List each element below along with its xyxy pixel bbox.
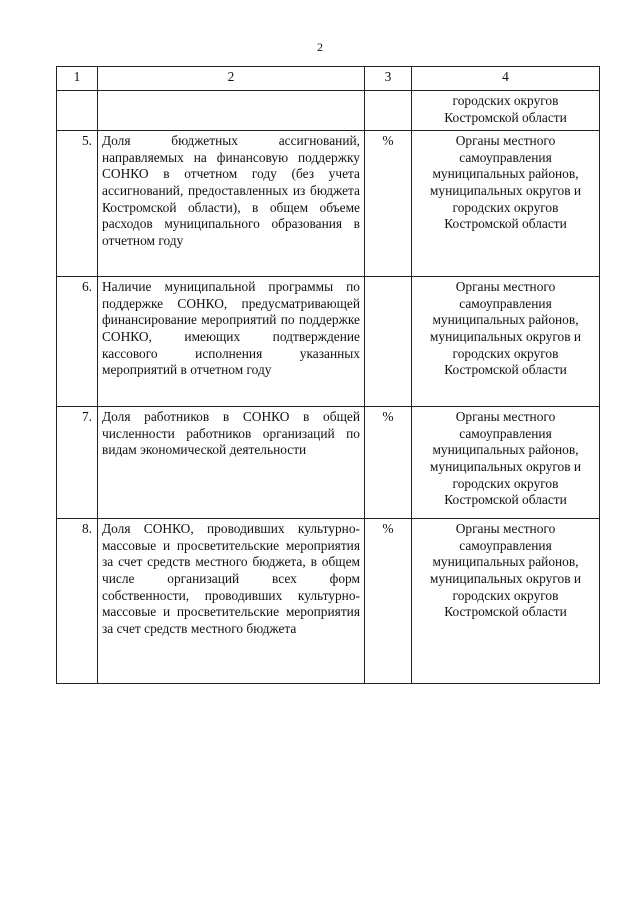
row-organ: Органы местного самоуправления муниципальных районов, муниципальных округов и городских округов Костромской области — [412, 519, 600, 684]
header-col-3: 3 — [365, 67, 412, 91]
row-description: Доля бюджетных ассигнований, направляемых на финансовую поддержку СОНКО в отчетном году (без учета ассигнований, предоставленных из бюджета Костромской области), в общем объеме расходов муниципального образования в отчетном году — [98, 131, 365, 277]
row-organ: Органы местного самоуправления муниципальных районов, муниципальных округов и городских округов Костромской области — [412, 407, 600, 519]
table-header-row — [57, 67, 600, 91]
row-description: Наличие муниципальной программы по поддержке СОНКО, предусматривающей финансирование мероприятий по поддержке СОНКО, имеющих подтверждение кассового исполнения указанных мероприятий в отчетном году — [98, 277, 365, 407]
row-unit: % — [365, 519, 412, 684]
row-number: 5. — [57, 131, 98, 277]
row-organ: городских округов Костромской области — [412, 91, 600, 131]
header-col-1: 1 — [57, 67, 98, 91]
table-row — [57, 91, 600, 131]
table-row — [57, 407, 600, 519]
row-unit: % — [365, 407, 412, 519]
table-row — [57, 277, 600, 407]
table-row — [57, 519, 600, 684]
row-number: 7. — [57, 407, 98, 519]
header-col-4: 4 — [412, 67, 600, 91]
row-description: Доля СОНКО, проводивших культурно-массовые и просветительские мероприятия за счет средств местного бюджета, в общем числе организаций всех форм собственности, проводивших культурно-массовые и просветительские мероприятия за счет средств местного бюджета — [98, 519, 365, 684]
row-organ: Органы местного самоуправления муниципальных районов, муниципальных округов и городских округов Костромской области — [412, 277, 600, 407]
row-number — [57, 91, 98, 131]
header-col-2: 2 — [98, 67, 365, 91]
row-unit: % — [365, 131, 412, 277]
row-organ: Органы местного самоуправления муниципальных районов, муниципальных округов и городских округов Костромской области — [412, 131, 600, 277]
indicator-table — [56, 66, 600, 684]
page-number: 2 — [317, 40, 323, 54]
row-description — [98, 91, 365, 131]
row-description: Доля работников в СОНКО в общей численности работников организаций по видам экономической деятельности — [98, 407, 365, 519]
table-row — [57, 131, 600, 277]
row-number: 6. — [57, 277, 98, 407]
row-number: 8. — [57, 519, 98, 684]
row-unit — [365, 91, 412, 131]
row-unit — [365, 277, 412, 407]
